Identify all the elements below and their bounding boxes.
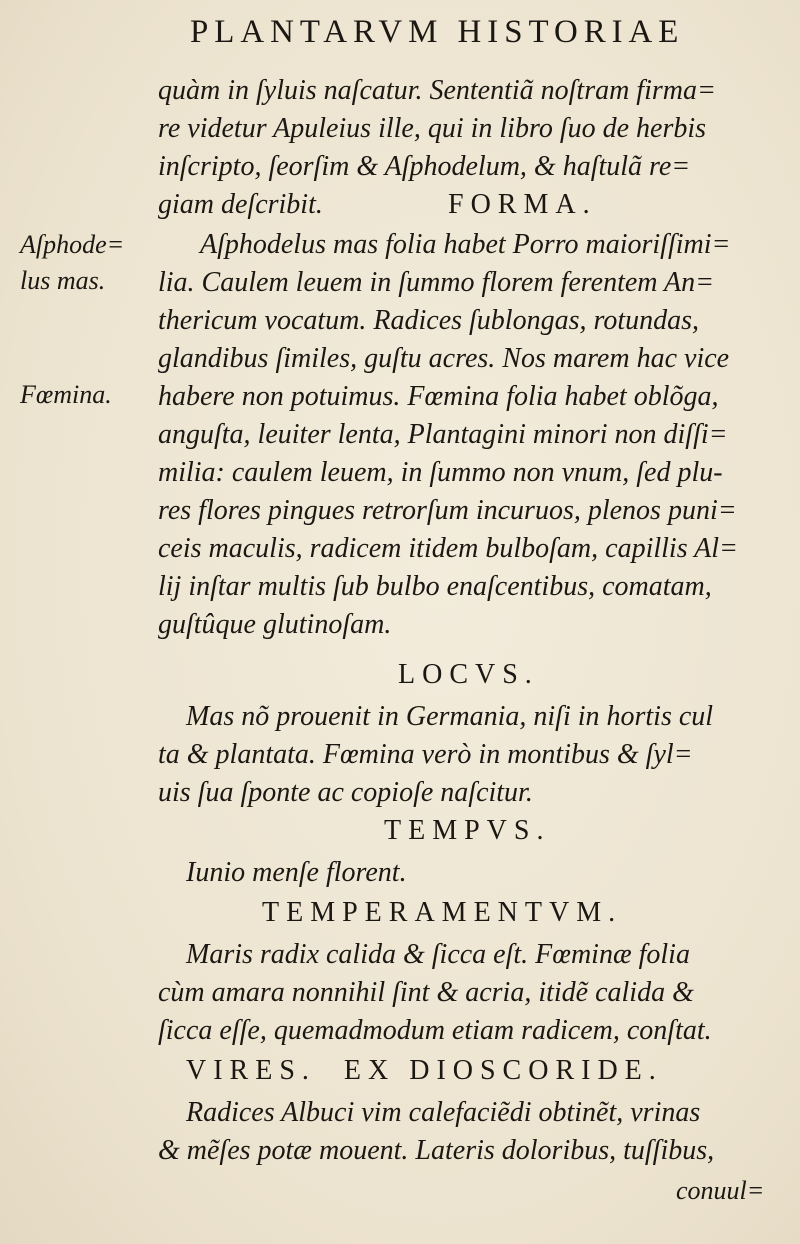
- section-heading-tempus: TEMPVS.: [384, 815, 551, 846]
- text-line: ſicca eſſe, quemadmodum etiam radicem, conſtat.: [158, 1015, 712, 1046]
- text-line: glandibus ſimiles, guſtu acres. Nos marem hac vice: [158, 343, 730, 374]
- text-line: cùm amara nonnihil ſint & acria, itidẽ calida &: [158, 977, 694, 1008]
- text-line: ta & plantata. Fœmina verò in montibus & ſyl=: [158, 739, 693, 770]
- text-line: guſtûque glutinoſam.: [158, 609, 392, 640]
- text-line: re videtur Apuleius ille, qui in libro ſuo de herbis: [158, 113, 707, 144]
- text-line: Radices Albuci vim calefaciẽdi obtinẽt, vrinas: [186, 1097, 701, 1128]
- text-line: res flores pingues retrorſum incuruos, plenos puni=: [158, 495, 737, 526]
- text-line: quàm in ſyluis naſcatur. Sententiã noſtram firma=: [158, 75, 716, 106]
- margin-note: Fœmina.: [20, 380, 112, 409]
- text-line: inſcripto, ſeorſim & Aſphodelum, & haſtulã re=: [158, 151, 691, 182]
- section-heading-vires: VIRES. EX DIOSCORIDE.: [186, 1055, 663, 1086]
- text-line: Aſphodelus mas folia habet Porro maioriſſimi=: [200, 229, 731, 260]
- text-line: lia. Caulem leuem in ſummo florem ferentem An=: [158, 267, 714, 298]
- text-line: anguſta, leuiter lenta, Plantagini minori non diſſi=: [158, 419, 728, 450]
- text-line: milia: caulem leuem, in ſummo non vnum, ſed plu-: [158, 457, 723, 488]
- running-header: PLANTARVM HISTORIAE: [190, 14, 685, 50]
- text-line: Maris radix calida & ſicca eſt. Fœminæ folia: [186, 939, 690, 970]
- text-line: uis ſua ſponte ac copioſe naſcitur.: [158, 777, 533, 808]
- section-heading-temperamentum: TEMPERAMENTVM.: [262, 897, 623, 928]
- text-line: thericum vocatum. Radices ſublongas, rotundas,: [158, 305, 700, 336]
- text-line: giam deſcribit.: [158, 189, 323, 220]
- margin-note: Aſphode=: [20, 230, 125, 259]
- section-heading-forma: FORMA.: [448, 189, 597, 220]
- margin-note: lus mas.: [20, 266, 106, 295]
- text-line: Iunio menſe florent.: [186, 857, 407, 888]
- text-line: habere non potuimus. Fœmina folia habet oblõga,: [158, 381, 719, 412]
- text-line: lij inſtar multis ſub bulbo enaſcentibus, comatam,: [158, 571, 712, 602]
- section-heading-locus: LOCVS.: [398, 659, 539, 690]
- text-line: & mẽſes potæ mouent. Lateris doloribus, tuſſibus,: [158, 1135, 715, 1166]
- text-line: ceis maculis, radicem itidem bulboſam, capillis Al=: [158, 533, 738, 564]
- catchword: conuul=: [676, 1176, 765, 1205]
- text-line: Mas nõ prouenit in Germania, niſi in hortis cul: [186, 701, 714, 732]
